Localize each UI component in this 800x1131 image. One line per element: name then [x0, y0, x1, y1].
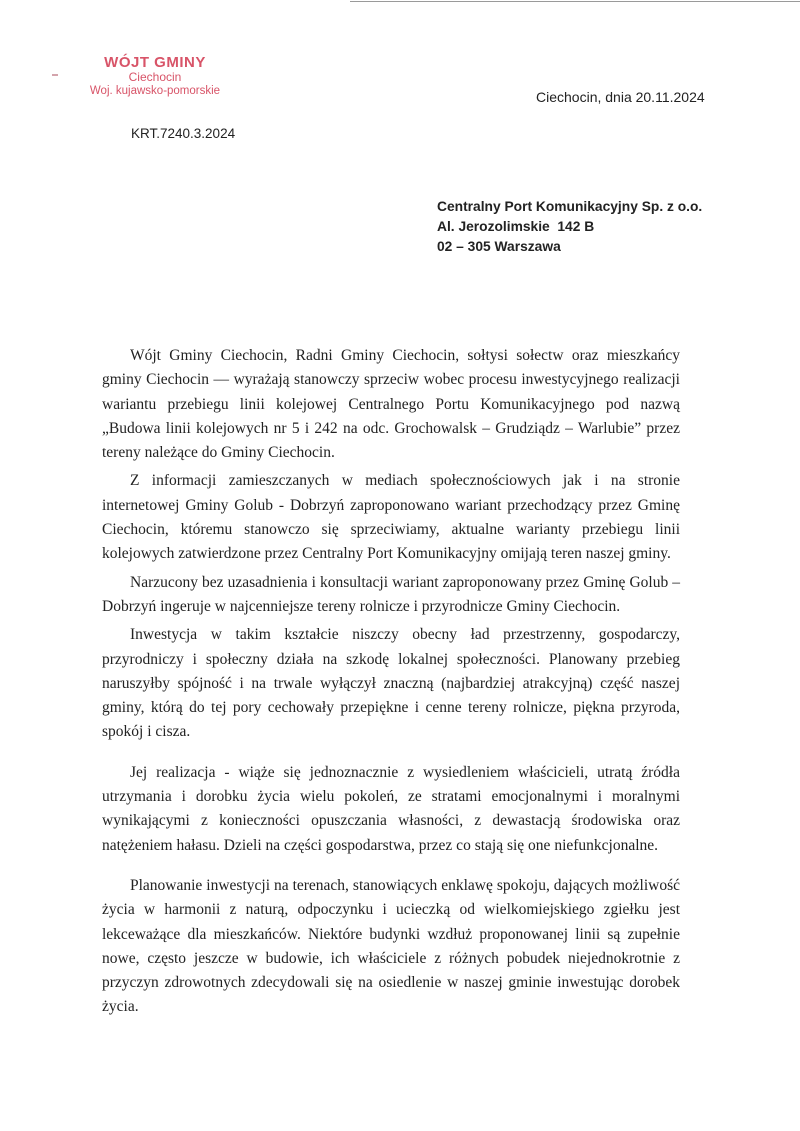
stamp-voivodeship: Woj. kujawsko-pomorskie — [89, 85, 221, 98]
office-stamp — [80, 54, 230, 98]
body-paragraph: Inwestycja w takim kształcie niszczy obecny ład przestrzenny, gospodarczy, przyrodniczy i społeczny działa na szkodę lokalnej społeczności. Planowany przebieg naruszyłby spójność i na trwale wyłączył znaczną (najbardziej atrakcyjną) część naszej gminy, którą do tej pory cechowały przepiękne i cenne tereny rolnicze, piękna przyroda, spokój i cisza. — [102, 626, 680, 741]
top-edge-rule — [350, 1, 800, 2]
recipient-city: 02 – 305 Warszawa — [437, 239, 561, 254]
body-paragraph: Jej realizacja - wiąże się jednoznacznie z wysiedleniem właścicieli, utratą źródła utrzymania i dorobku życia wielu pokoleń, ze stratami emocjonalnymi i moralnymi wynikającymi z konieczności opuszczania własności, z dewastacją środowiska oraz natężeniem hałasu. Dzieli na części gospodarstwa, przez co stają się one niefunkcjonalne. — [102, 763, 680, 854]
body-paragraph: Narzucony bez uzasadnienia i konsultacji wariant zaproponowany przez Gminę Golub – Dobrzyń ingeruje w najcenniejsze tereny rolnicze i przyrodnicze Gminy Ciechocin. — [102, 573, 680, 615]
letter-body — [102, 344, 680, 1020]
body-paragraph: Planowanie inwestycji na terenach, stanowiących enklawę spokoju, dających możliwość życia w harmonii z naturą, odpoczynku i ucieczką od wielkomiejskiego zgiełku jest lekceważące dla mieszkańców. Niektóre budynki wzdłuż proponowanej linii są zupełnie nowe, często jeszcze w budowie, ich właściciele z różnych pobudek niejednokrotnie z przyczyn zdrowotnych zdecydowali się na osiedlenie w naszej gminie inwestując dorobek życia. — [102, 876, 680, 1016]
reference-number: KRT.7240.3.2024 — [131, 126, 236, 141]
body-paragraph: Wójt Gminy Ciechocin, Radni Gminy Ciechocin, sołtysi sołectw oraz mieszkańcy gminy Ciechocin — wyrażają stanowczy sprzeciw wobec procesu inwestycyjnego realizacji wariantu przebiegu linii kolejowej Centralnego Portu Komunikacyjnego pod nazwą „Budowa linii kolejowych nr 5 i 242 na odc. Grochowalsk – Grudziądz – Warlubie” przez tereny należące do Gminy Ciechocin. — [102, 347, 680, 462]
stamp-title: WÓJT GMINY — [104, 54, 206, 71]
place-and-date: Ciechocin, dnia 20.11.2024 — [536, 89, 705, 105]
stamp-municipality: Ciechocin — [128, 70, 182, 85]
stamp-ink-mark — [52, 74, 58, 76]
recipient-company: Centralny Port Komunikacyjny Sp. z o.o. — [437, 199, 703, 214]
recipient-street: Al. Jerozolimskie 142 B — [437, 219, 595, 234]
body-paragraph: Z informacji zamieszczanych w mediach społecznościowych jak i na stronie internetowej Gminy Golub - Dobrzyń zaproponowano wariant przechodzący przez Gminę Ciechocin, któremu stanowczo się sprzeciwiamy, aktualne warianty przebiegu linii kolejowych zatwierdzone przez Centralny Port Komunikacyjny omijają teren naszej gminy. — [102, 472, 680, 563]
recipient-address — [437, 197, 702, 257]
